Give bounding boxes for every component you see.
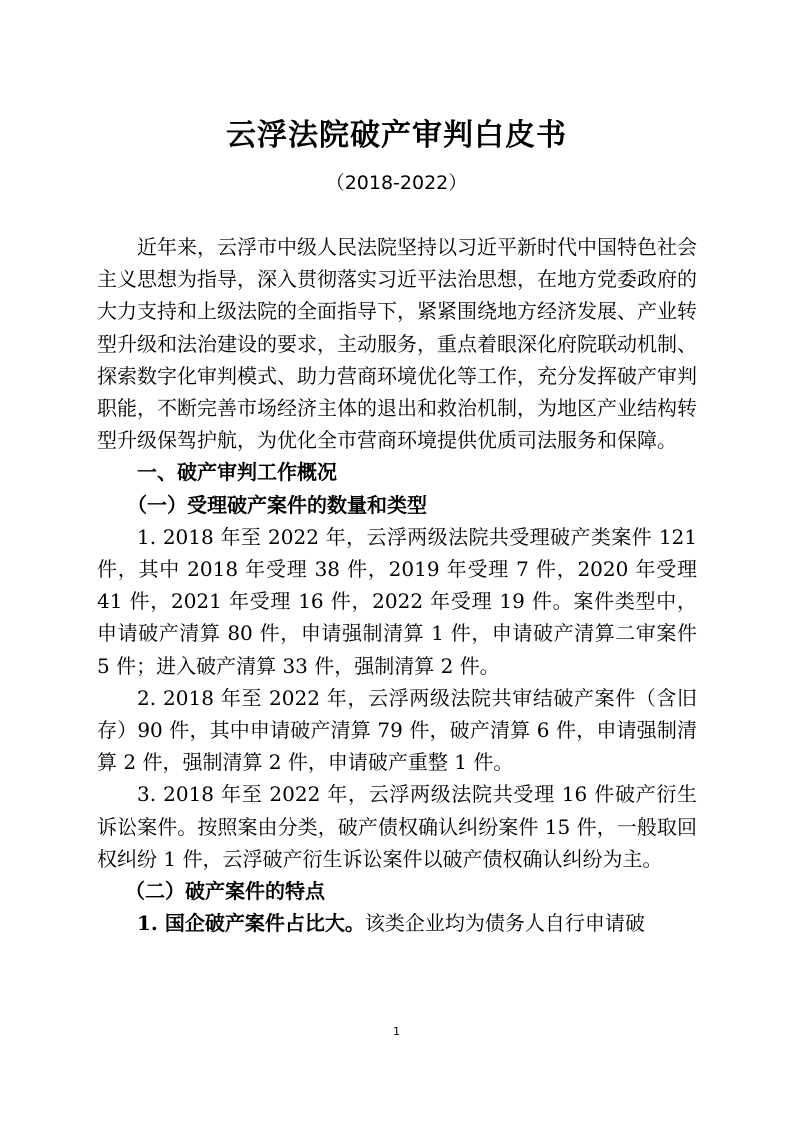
subsection-heading: （一）受理破产案件的数量和类型 [127, 492, 427, 517]
page-number: 1 [393, 1025, 400, 1038]
subsection-heading: （二）破产案件的特点 [125, 879, 325, 904]
body-paragraph: 2. 2018 年至 2022 年，云浮两级法院共审结破产案件（含旧存）90 件，其中申请破产清算 79 件，破产清算 6 件，申请强制清算 2 件，强制清算 2 件，申请破产重整 1 件。 [97, 685, 697, 775]
paragraph-lead: 1. 国企破产案件占比大。 [137, 911, 365, 936]
body-paragraph: 3. 2018 年至 2022 年，云浮两级法院共受理 16 件破产衍生诉讼案件。按照案由分类，破产债权确认纠纷案件 15 件，一般取回权纠纷 1 件，云浮破产衍生诉讼案件以破产债权确认纠纷为主。 [97, 782, 697, 871]
paragraph-text: 该类企业均为债务人自行申请破 [364, 911, 645, 936]
document-title: 云浮法院破产审判白皮书 [226, 118, 567, 153]
body-paragraph [97, 907, 697, 939]
document-body [97, 231, 697, 939]
section-heading: 一、破产审判工作概况 [137, 460, 337, 485]
intro-paragraph: 近年来，云浮市中级人民法院坚持以习近平新时代中国特色社会主义思想为指导，深入贯彻落实习近平法治思想，在地方党委政府的大力支持和上级法院的全面指导下，紧紧围绕地方经济发展、产业转型升级和法治建设的要求，主动服务，重点着眼深化府院联动机制、探索数字化审判模式、助力营商环境优化等工作，充分发挥破产审判职能，不断完善市场经济主体的退出和救治机制，为地区产业结构转型升级保驾护航，为优化全市营商环境提供优质司法服务和保障。 [97, 235, 697, 453]
document-subtitle: （2018-2022） [325, 172, 468, 194]
body-paragraph: 1. 2018 年至 2022 年，云浮两级法院共受理破产类案件 121 件，其中 2018 年受理 38 件，2019 年受理 7 件，2020 年受理 41 件，2021 年受理 16 件，2022 年受理 19 件。案件类型中，申请破产清算 80 件，申请强制清算 1 件，申请破产清算二审案件 5 件；进入破产清算 33 件，强制清算 2 件。 [97, 524, 697, 678]
